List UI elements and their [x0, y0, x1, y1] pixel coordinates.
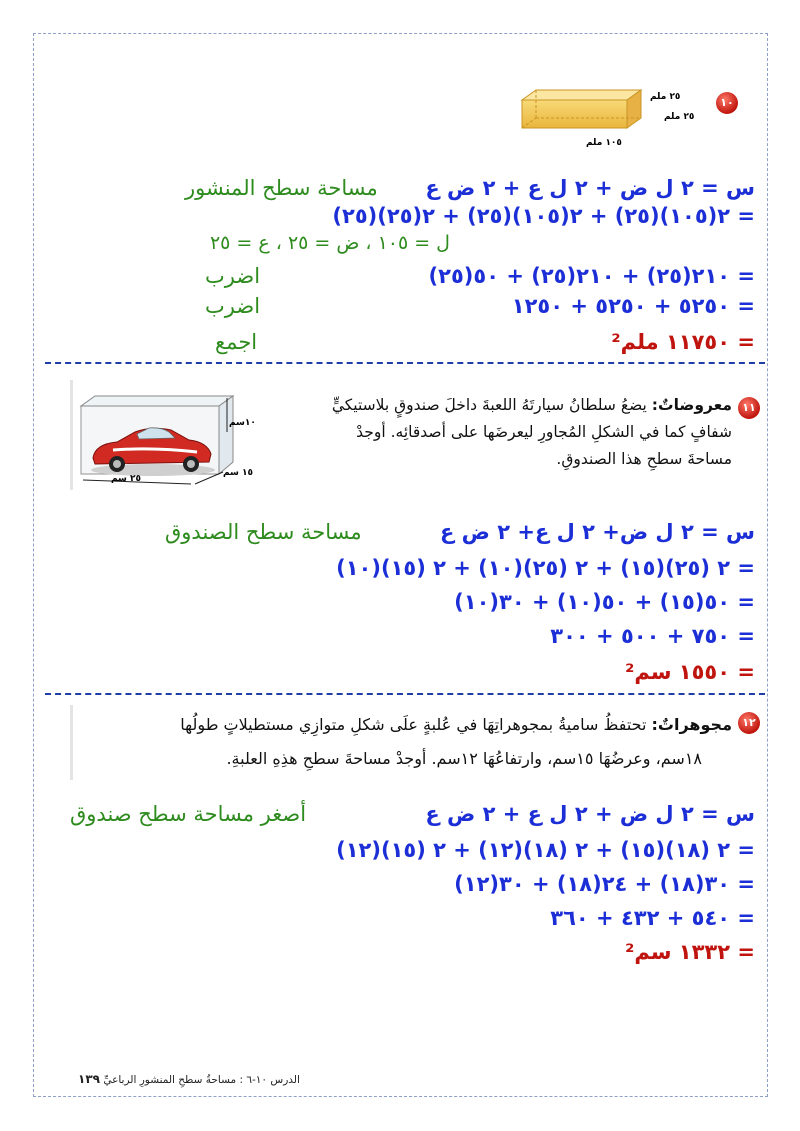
- separator-2: [45, 693, 765, 695]
- box-length-label: ٢٥ سم: [111, 474, 142, 484]
- p12-formula-label: أصغر مساحة سطح صندوق: [70, 802, 307, 826]
- separator-1: [45, 362, 765, 364]
- p11-line1: = ٢ (٢٥)(١٥) + ٢ (٢٥)(١٠) + ٢ (١٥)(١٠): [336, 556, 755, 580]
- p10-formula: س = ٢ ل ض + ٢ ل ع + ٢ ض ع: [425, 176, 755, 200]
- prism-width-label: ٢٥ ملم: [664, 112, 695, 122]
- p10-result: = ١١٧٥٠ ملم²: [611, 330, 755, 354]
- p10-line1: = ٢(١٠٥)(٢٥) + ٢(١٠٥)(٢٥) + ٢(٢٥)(٢٥): [332, 204, 755, 228]
- page-number: ١٣٩: [78, 1072, 100, 1086]
- car-box-image: [73, 392, 248, 492]
- p12-text-line2: ١٨سم، وعرضُهَا ١٥سم، وارتفاعُهَا ١٢سم. أوجدْ مساحةَ سطحِ هذِهِ العلبةِ.: [226, 749, 702, 768]
- p10-result-label: اجمع: [215, 330, 258, 354]
- footer-lesson: الدرس ١٠-٦ : مساحةُ سطحِ المنشورِ الرباعيِّ: [103, 1074, 300, 1086]
- p12-line2: = ٣٠(١٨) + ٢٤(١٨) + ٣٠(١٢): [454, 872, 755, 896]
- p11-text-line2: شفافٍ كما في الشكلِ المُجاورِ ليعرضَها على أصدقائِه. أوجدْ: [356, 423, 732, 441]
- p11-line3: = ٧٥٠ + ٥٠٠ + ٣٠٠: [550, 624, 755, 648]
- car-box-figure: [73, 392, 256, 492]
- p10-formula-label: مساحة سطح المنشور: [185, 176, 378, 200]
- problem-11-number: ١١: [738, 397, 760, 419]
- p10-line3: = ٥٢٥٠ + ٥٢٥٠ + ١٢٥٠: [511, 294, 755, 318]
- box-height-label: ١٠سم: [229, 418, 256, 428]
- problem-10-number: ١٠: [716, 92, 738, 114]
- page-footer: [78, 1072, 300, 1086]
- p12-title: مجوهراتٌ:: [651, 715, 732, 734]
- p10-substitution: ل = ١٠٥ ، ض = ٢٥ ، ع = ٢٥: [209, 232, 450, 254]
- p11-text: [292, 392, 732, 473]
- p11-line2: = ٥٠(١٥) + ٥٠(١٠) + ٣٠(١٠): [454, 590, 755, 614]
- p12-text-line1: تحتفظُ ساميةُ بمجوهراتِهَا في عُلبةٍ علَى شكلِ متوازِي مستطيلاتٍ طولُها: [180, 715, 647, 734]
- p12-text: [72, 708, 732, 776]
- p11-title: معروضاتٌ:: [651, 396, 732, 414]
- p10-line2: = ٢١٠(٢٥) + ٢١٠(٢٥) + ٥٠(٢٥): [428, 264, 755, 288]
- p10-line3-label: اضرب: [205, 294, 261, 318]
- p12-line1: = ٢ (١٨)(١٥) + ٢ (١٨)(١٢) + ٢ (١٥)(١٢): [336, 838, 755, 862]
- p12-result: = ١٣٣٢ سم²: [625, 940, 755, 964]
- box-width-label: ١٥ سم: [223, 468, 254, 478]
- p11-formula-label: مساحة سطح الصندوق: [165, 520, 362, 544]
- p11-result: = ١٥٥٠ سم²: [625, 660, 755, 684]
- prism-figure: [518, 86, 713, 152]
- p11-text-line1: يضعُ سلطانُ سيارتَهُ اللعبةَ داخلَ صندوقٍ بلاستيكيٍّ: [331, 396, 647, 414]
- prism-length-label: ١٠٥ ملم: [586, 138, 622, 148]
- problem-12-number: ١٢: [738, 712, 760, 734]
- p11-text-line3: مساحةَ سطحِ هذا الصندوقِ.: [556, 450, 732, 468]
- prism-height-label: ٢٥ ملم: [650, 92, 681, 102]
- p10-line2-label: اضرب: [205, 264, 261, 288]
- p12-line3: = ٥٤٠ + ٤٣٢ + ٣٦٠: [550, 906, 755, 930]
- p11-formula: س = ٢ ل ض+ ٢ ل ع+ ٢ ض ع: [439, 520, 755, 544]
- p12-formula: س = ٢ ل ض + ٢ ل ع + ٢ ض ع: [425, 802, 755, 826]
